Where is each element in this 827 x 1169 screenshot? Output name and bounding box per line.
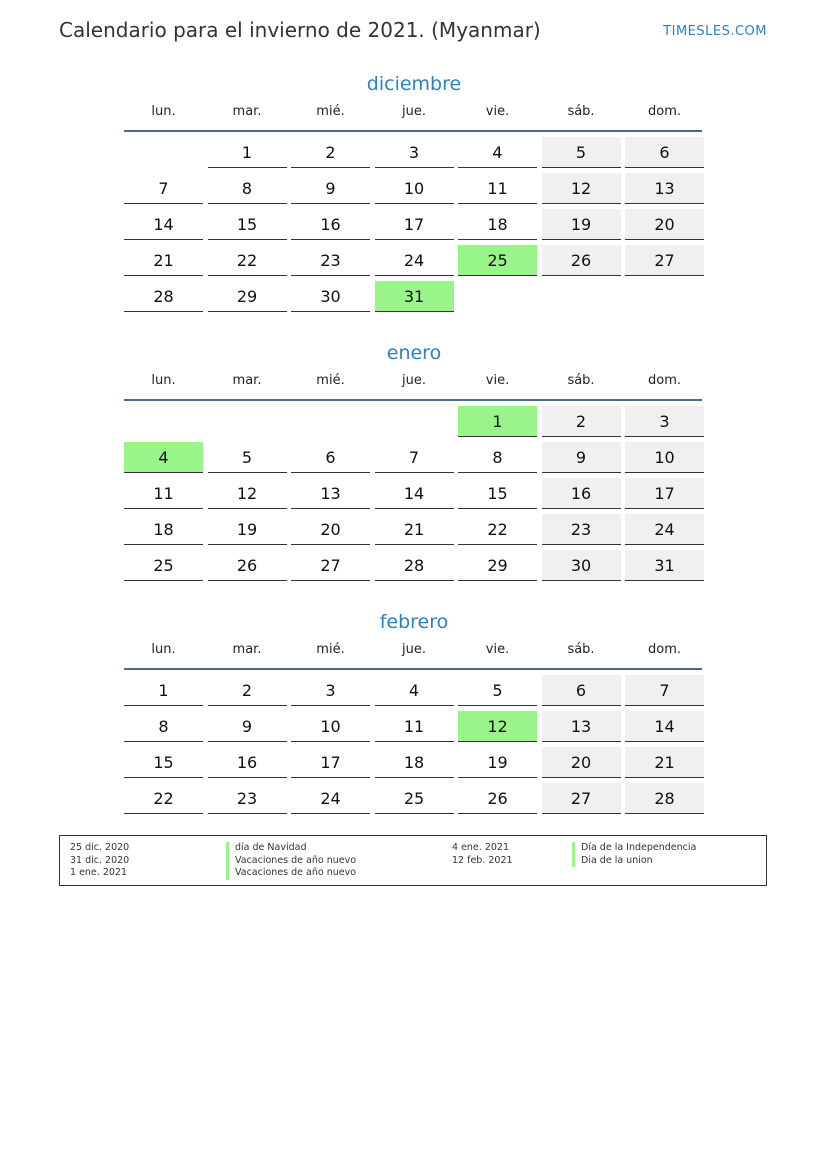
day-cell: 6 xyxy=(291,442,370,473)
weekday-label: jue. xyxy=(402,104,426,119)
month-name: diciembre xyxy=(366,73,462,95)
day-cell: 3 xyxy=(375,137,454,168)
empty-cell xyxy=(124,406,203,437)
legend-date: 4 ene. 2021 xyxy=(452,842,509,853)
day-cell: 13 xyxy=(291,478,370,509)
day-cell: 7 xyxy=(375,442,454,473)
weekday-label: jue. xyxy=(402,373,426,388)
day-cell: 24 xyxy=(625,514,704,545)
day-cell: 13 xyxy=(542,711,621,742)
brand-link[interactable]: TIMESLES.COM xyxy=(663,24,767,39)
day-cell: 27 xyxy=(291,550,370,581)
day-cell: 23 xyxy=(542,514,621,545)
legend-date: 1 ene. 2021 xyxy=(70,867,127,878)
holiday-day-cell: 1 xyxy=(458,406,537,437)
legend-holiday-name: día de Navidad xyxy=(226,842,306,855)
day-cell: 7 xyxy=(124,173,203,204)
weekday-label: mar. xyxy=(232,642,262,657)
day-cell: 31 xyxy=(625,550,704,581)
day-cell: 27 xyxy=(542,783,621,814)
day-cell: 17 xyxy=(291,747,370,778)
day-grid xyxy=(124,675,704,819)
day-cell: 22 xyxy=(208,245,287,276)
day-cell: 30 xyxy=(291,281,370,312)
day-cell: 15 xyxy=(124,747,203,778)
day-cell: 3 xyxy=(291,675,370,706)
weekday-label: sáb. xyxy=(567,642,595,657)
legend-holiday-name: Día de la Independencia xyxy=(572,842,696,855)
day-cell: 19 xyxy=(208,514,287,545)
day-cell: 23 xyxy=(208,783,287,814)
day-cell: 14 xyxy=(375,478,454,509)
weekday-header xyxy=(124,640,704,668)
weekday-label: jue. xyxy=(402,642,426,657)
weekday-label: vie. xyxy=(485,104,510,119)
day-cell: 21 xyxy=(124,245,203,276)
day-cell: 2 xyxy=(542,406,621,437)
day-cell: 28 xyxy=(375,550,454,581)
day-cell: 20 xyxy=(542,747,621,778)
month-name: enero xyxy=(386,342,442,364)
day-grid xyxy=(124,137,704,317)
day-cell: 9 xyxy=(291,173,370,204)
day-cell: 26 xyxy=(208,550,287,581)
day-cell: 7 xyxy=(625,675,704,706)
weekday-label: dom. xyxy=(647,104,681,119)
weekday-label: vie. xyxy=(485,373,510,388)
day-cell: 18 xyxy=(375,747,454,778)
day-cell: 11 xyxy=(375,711,454,742)
day-cell: 19 xyxy=(458,747,537,778)
day-cell: 28 xyxy=(625,783,704,814)
month-febrero xyxy=(124,608,704,819)
day-cell: 12 xyxy=(208,478,287,509)
month-diciembre xyxy=(124,70,704,317)
holiday-day-cell: 4 xyxy=(124,442,203,473)
day-cell: 22 xyxy=(124,783,203,814)
legend-holiday-name: Vacaciones de año nuevo xyxy=(226,855,356,868)
weekday-header xyxy=(124,371,704,399)
weekday-label: mié. xyxy=(316,373,345,388)
header-divider xyxy=(124,399,702,401)
day-cell: 8 xyxy=(208,173,287,204)
month-name: febrero xyxy=(379,611,449,633)
day-cell: 29 xyxy=(208,281,287,312)
weekday-label: lun. xyxy=(151,642,176,657)
empty-cell xyxy=(124,137,203,168)
weekday-label: sáb. xyxy=(567,373,595,388)
day-cell: 18 xyxy=(458,209,537,240)
day-cell: 9 xyxy=(542,442,621,473)
day-cell: 17 xyxy=(625,478,704,509)
day-cell: 5 xyxy=(458,675,537,706)
day-cell: 27 xyxy=(625,245,704,276)
holiday-day-cell: 31 xyxy=(375,281,454,312)
day-cell: 2 xyxy=(208,675,287,706)
day-cell: 14 xyxy=(124,209,203,240)
month-enero xyxy=(124,339,704,586)
legend-date: 12 feb. 2021 xyxy=(452,854,513,866)
legend-holiday-name: Vacaciones de año nuevo xyxy=(226,867,356,880)
day-cell: 6 xyxy=(542,675,621,706)
weekday-header xyxy=(124,102,704,130)
holiday-legend xyxy=(59,835,767,886)
weekday-label: dom. xyxy=(647,642,681,657)
day-cell: 9 xyxy=(208,711,287,742)
day-cell: 1 xyxy=(124,675,203,706)
legend-holiday-name: Dia de la union xyxy=(572,855,653,868)
day-cell: 10 xyxy=(375,173,454,204)
day-cell: 13 xyxy=(625,173,704,204)
day-cell: 16 xyxy=(291,209,370,240)
day-grid xyxy=(124,406,704,586)
day-cell: 4 xyxy=(375,675,454,706)
empty-cell xyxy=(375,406,454,437)
weekday-label: lun. xyxy=(151,373,176,388)
day-cell: 10 xyxy=(625,442,704,473)
day-cell: 2 xyxy=(291,137,370,168)
holiday-day-cell: 12 xyxy=(458,711,537,742)
day-cell: 3 xyxy=(625,406,704,437)
day-cell: 21 xyxy=(625,747,704,778)
day-cell: 11 xyxy=(458,173,537,204)
day-cell: 12 xyxy=(542,173,621,204)
empty-cell xyxy=(291,406,370,437)
page-title: Calendario para el invierno de 2021. (Myanmar) xyxy=(59,18,541,42)
day-cell: 4 xyxy=(458,137,537,168)
legend-date: 31 dic. 2020 xyxy=(70,854,130,866)
day-cell: 10 xyxy=(291,711,370,742)
day-cell: 20 xyxy=(625,209,704,240)
weekday-label: mar. xyxy=(232,373,262,388)
day-cell: 16 xyxy=(208,747,287,778)
weekday-label: lun. xyxy=(151,104,176,119)
weekday-label: mié. xyxy=(316,642,345,657)
day-cell: 18 xyxy=(124,514,203,545)
weekday-label: vie. xyxy=(485,642,510,657)
day-cell: 29 xyxy=(458,550,537,581)
day-cell: 30 xyxy=(542,550,621,581)
day-cell: 24 xyxy=(291,783,370,814)
day-cell: 28 xyxy=(124,281,203,312)
day-cell: 1 xyxy=(208,137,287,168)
day-cell: 5 xyxy=(542,137,621,168)
weekday-label: sáb. xyxy=(567,104,595,119)
day-cell: 17 xyxy=(375,209,454,240)
day-cell: 11 xyxy=(124,478,203,509)
weekday-label: dom. xyxy=(647,373,681,388)
day-cell: 19 xyxy=(542,209,621,240)
day-cell: 21 xyxy=(375,514,454,545)
day-cell: 8 xyxy=(458,442,537,473)
day-cell: 15 xyxy=(458,478,537,509)
weekday-label: mié. xyxy=(316,104,345,119)
header-divider xyxy=(124,668,702,670)
day-cell: 20 xyxy=(291,514,370,545)
page-header xyxy=(59,18,767,48)
day-cell: 26 xyxy=(542,245,621,276)
day-cell: 15 xyxy=(208,209,287,240)
day-cell: 22 xyxy=(458,514,537,545)
empty-cell xyxy=(208,406,287,437)
day-cell: 14 xyxy=(625,711,704,742)
day-cell: 26 xyxy=(458,783,537,814)
day-cell: 25 xyxy=(124,550,203,581)
day-cell: 8 xyxy=(124,711,203,742)
day-cell: 25 xyxy=(375,783,454,814)
day-cell: 16 xyxy=(542,478,621,509)
weekday-label: mar. xyxy=(232,104,262,119)
header-divider xyxy=(124,130,702,132)
day-cell: 5 xyxy=(208,442,287,473)
holiday-day-cell: 25 xyxy=(458,245,537,276)
day-cell: 6 xyxy=(625,137,704,168)
day-cell: 23 xyxy=(291,245,370,276)
day-cell: 24 xyxy=(375,245,454,276)
legend-date: 25 dic. 2020 xyxy=(70,842,130,853)
